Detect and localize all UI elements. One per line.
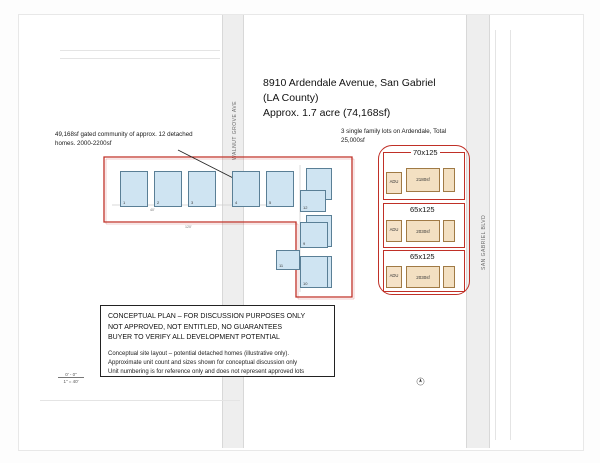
scale-label-top: 0' - 0": [65, 372, 77, 377]
lot-1-house: 2180sf: [406, 168, 440, 192]
north-arrow-icon: [416, 377, 425, 386]
building-unit-10[interactable]: [300, 256, 328, 288]
unit-number: 5: [269, 200, 272, 205]
building-unit-9[interactable]: [300, 222, 328, 248]
lot-2-house: 2030sf: [406, 220, 440, 242]
lot-3-adu: ADU: [386, 266, 402, 288]
title-line-1: 8910 Ardendale Avenue, San Gabriel: [263, 77, 436, 89]
lot-1-adu: ADU: [386, 172, 402, 194]
title-line-2: (LA County): [263, 92, 319, 104]
disclaimer-sub-3: Unit numbering is for reference only and does not represent approved lots: [108, 368, 305, 375]
lot-3-garage: [443, 266, 455, 288]
unit-number: 11: [279, 263, 284, 268]
building-unit-2[interactable]: [154, 171, 182, 207]
dimension-label-2: 120': [185, 225, 192, 229]
lot-2-adu: ADU: [386, 220, 402, 242]
context-line-e: [40, 400, 240, 401]
street-walnut-grove-label: WALNUT GROVE AVE: [232, 100, 238, 160]
disclaimer-heading-1: CONCEPTUAL PLAN – FOR DISCUSSION PURPOSES ONLY: [108, 313, 306, 320]
context-line-a: [60, 50, 220, 51]
unit-number: 9: [303, 241, 306, 246]
unit-number: 10: [303, 281, 308, 286]
title-line-3: Approx. 1.7 acre (74,168sf): [263, 107, 391, 119]
building-unit-12[interactable]: [300, 190, 326, 212]
lot-3-house: 2030sf: [406, 266, 440, 288]
context-line-b: [60, 58, 220, 59]
scale-label-bottom: 1" = 40': [63, 379, 79, 384]
scale-bar-line: [58, 377, 84, 378]
unit-number: 1: [123, 200, 126, 205]
lot-2-garage: [443, 220, 455, 242]
building-unit-3[interactable]: [188, 171, 216, 207]
disclaimer-sub-1: Conceptual site layout – potential detached homes (illustrative only).: [108, 350, 290, 357]
street-san-gabriel-label: SAN GABRIEL BLVD: [481, 214, 487, 270]
scale-bar: [58, 372, 84, 384]
lot-3-label: 65x125: [410, 252, 435, 261]
street-walnut-grove: [222, 15, 244, 448]
disclaimer-box: [100, 305, 335, 377]
dimension-label-1: 40': [150, 208, 155, 212]
unit-number: 12: [303, 205, 308, 210]
lot-1-label: 70x125: [413, 148, 438, 157]
note-gated-community: 49,168sf gated community of approx. 12 detached homes. 2000-2200sf: [55, 131, 193, 147]
disclaimer-heading-3: BUYER TO VERIFY ALL DEVELOPMENT POTENTIAL: [108, 334, 280, 341]
building-unit-4[interactable]: [232, 171, 260, 207]
building-unit-11[interactable]: [276, 250, 300, 270]
lot-2-label: 65x125: [410, 205, 435, 214]
page-title: [263, 76, 513, 121]
note-single-family-lots: 3 single family lots on Ardendale, Total 25,000sf: [341, 128, 447, 144]
unit-number: 4: [235, 200, 238, 205]
lot-1-garage: [443, 168, 455, 192]
disclaimer-sub-2: Approximate unit count and sizes shown for conceptual discussion only: [108, 359, 298, 366]
disclaimer-heading-2: NOT APPROVED, NOT ENTITLED, NO GUARANTEES: [108, 323, 282, 331]
unit-number: 3: [191, 200, 194, 205]
unit-number: 2: [157, 200, 160, 205]
building-unit-1[interactable]: [120, 171, 148, 207]
building-unit-5[interactable]: [266, 171, 294, 207]
